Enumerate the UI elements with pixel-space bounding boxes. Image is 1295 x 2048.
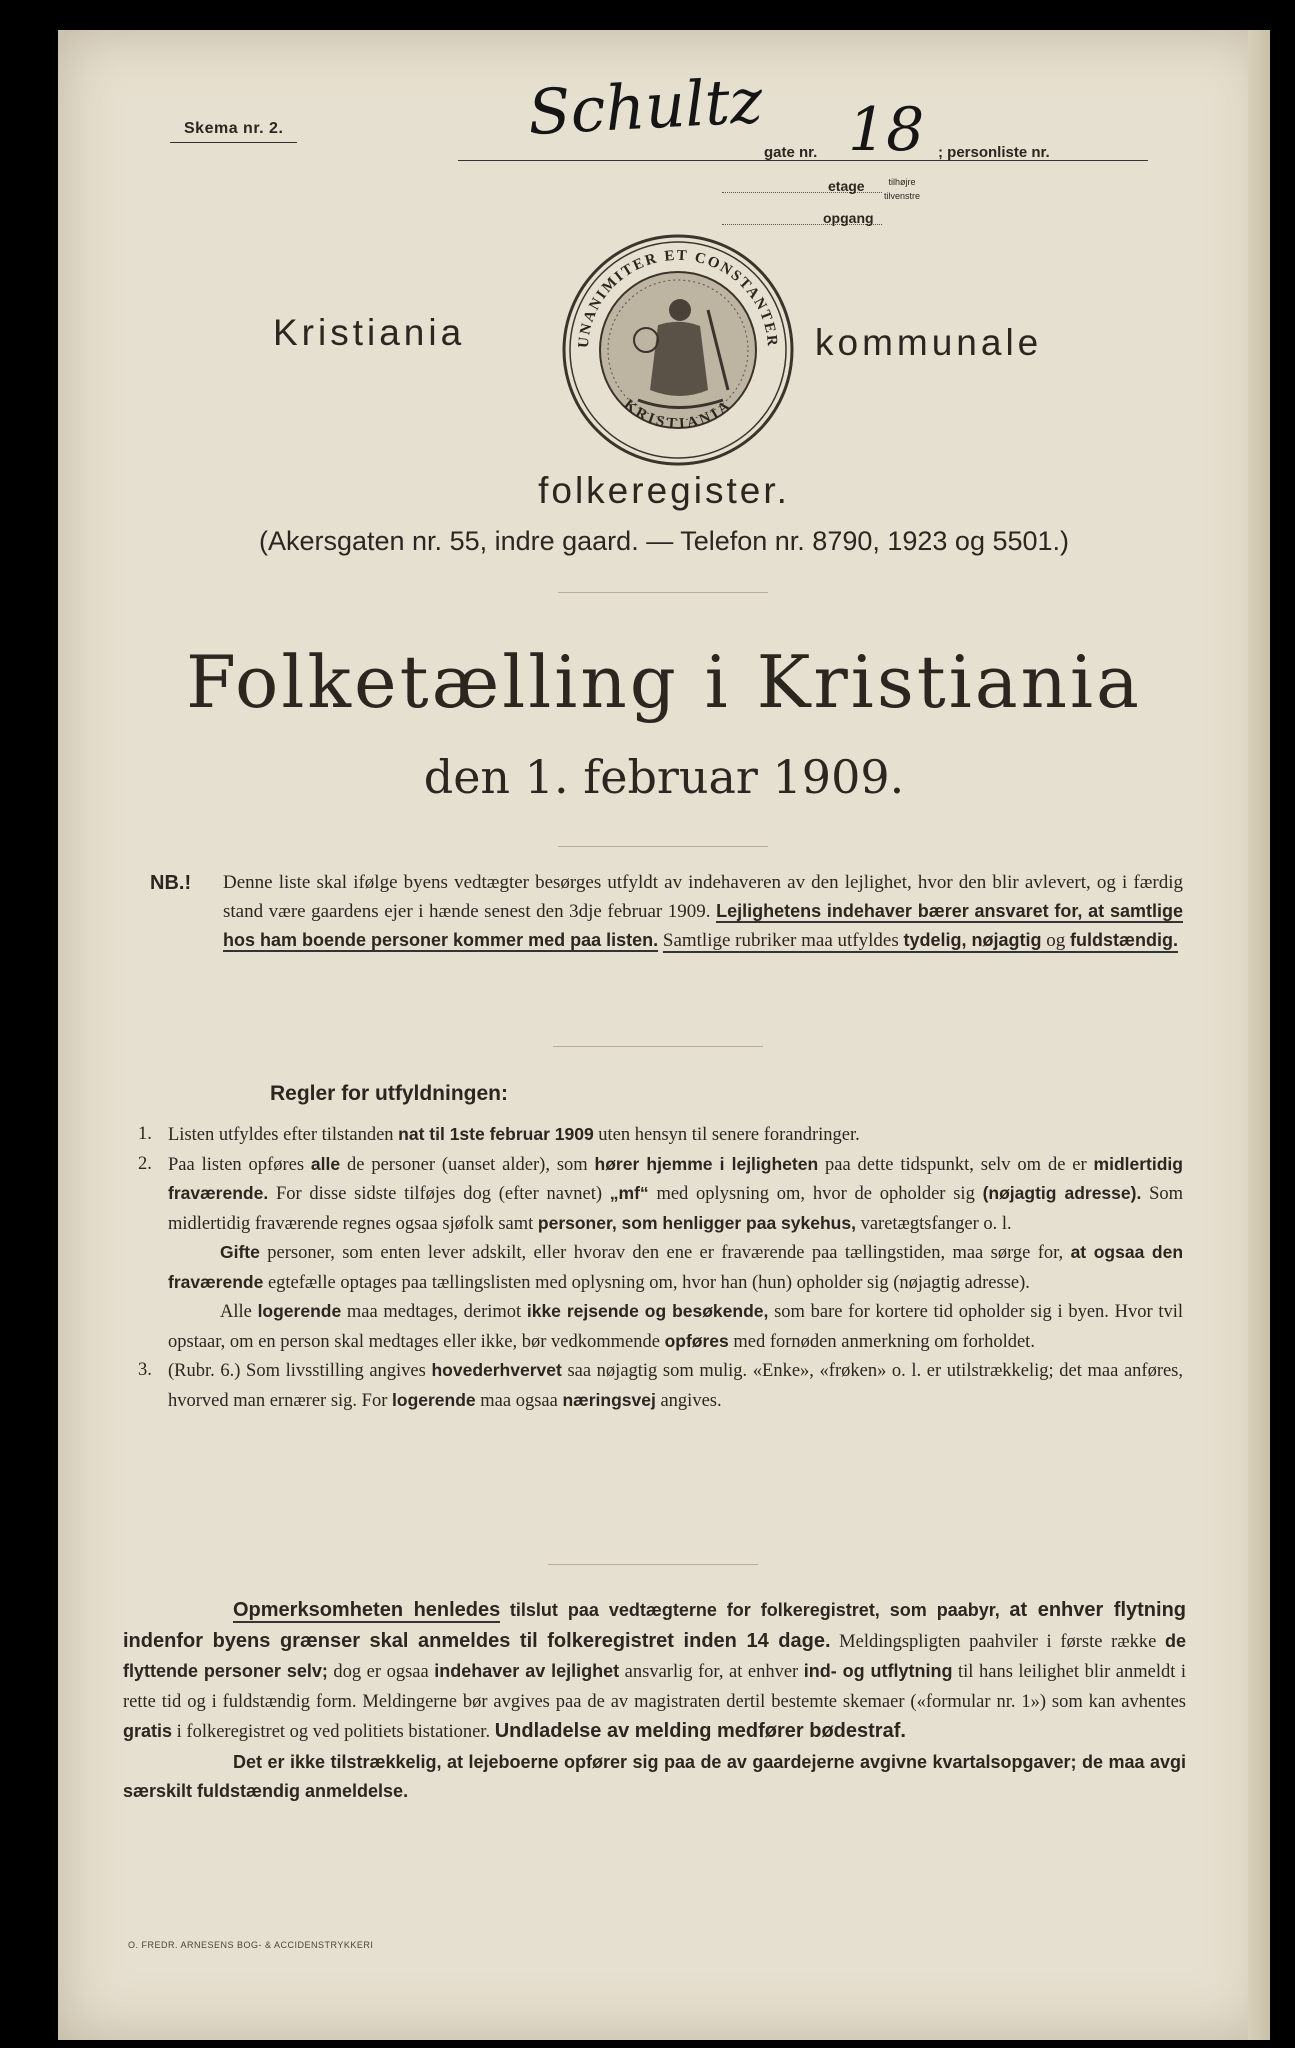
divider [553, 1046, 763, 1047]
notice-closing: Det er ikke tilstrækkelig, at lejeboerne opfører sig paa de av gaardejerne avgivne kvartalsopgaver; de maa avgi særskilt fuldstændig anmeldelse. [123, 1751, 1186, 1801]
lodgers-bold: ikke rejsende og besøkende, [526, 1301, 769, 1321]
etage-option-right: tilhøjre [888, 177, 916, 187]
rule-1-bold: nat til 1ste februar 1909 [398, 1124, 594, 1144]
personliste-label: ; personliste nr. [938, 144, 1050, 161]
rule-3-text: (Rubr. 6.) Som livsstilling angives [168, 1361, 426, 1381]
married-bold: Gifte [220, 1242, 260, 1262]
married-text: egtefælle optages paa tællingslisten med oplysning om, hvor han (hun) opholder sig (nøjagtig adresse). [267, 1272, 1030, 1293]
rule-3-bold: logerende [392, 1389, 476, 1410]
gate-label: gate nr. [764, 144, 818, 161]
divider [548, 1564, 758, 1565]
gate-number-handwritten: 18 [848, 95, 925, 165]
street-name-handwritten: Schultz [526, 63, 765, 150]
lodgers-text: Alle [220, 1302, 252, 1322]
etage-option-left: tilvenstre [884, 191, 921, 201]
rule-3-text: angives. [660, 1390, 722, 1411]
rule-2 [138, 1150, 1183, 1239]
lodgers-bold: logerende [257, 1301, 342, 1321]
rule-1 [138, 1120, 1183, 1150]
rule-3-bold: næringsvej [562, 1389, 656, 1410]
notice-heading: Opmerksomheten henledes [233, 1599, 501, 1621]
rule-1-text-c: uten hensyn til senere forandringer. [598, 1125, 860, 1145]
rule-2-text: med oplysning om, hvor de opholder sig [656, 1184, 975, 1204]
nb-text-bold: Lejlighetens indehaver bærer ansvaret for, at samtlige hos ham boende personer kommer med paa listen. [223, 901, 1184, 950]
rules-title: Regler for utfyldningen: [270, 1082, 508, 1105]
lodgers-bold: opføres [664, 1330, 729, 1351]
nb-text-2-bold-b: fuldstændig. [1069, 930, 1178, 950]
notice-text: dog er ogsaa [333, 1662, 429, 1682]
printer-imprint: O. FREDR. ARNESENS BOG- & ACCIDENSTRYKKERI [128, 1940, 374, 1950]
divider [558, 846, 768, 847]
notice-text: til hans leilighet blir anmeldt i rette tid og i fuldstændig form. Meldingerne bør avgives paa de av magistraten dertil bestemte skemaer («formular nr. 1») som kan avhentes [123, 1662, 1187, 1712]
rule-2-paragraph-lodgers [138, 1297, 1183, 1356]
form-number: Skema nr. 2. [170, 120, 297, 143]
rule-2-text: Paa listen opføres [168, 1154, 305, 1175]
rule-2-bold: alle [310, 1153, 341, 1174]
nb-paragraph [223, 868, 1183, 955]
rule-2-text: For disse sidste tilføjes dog (efter navnet) [275, 1184, 603, 1204]
rule-3-bold: hovederhvervet [431, 1360, 562, 1380]
notice-text: ansvarlig for, at enhver [624, 1662, 799, 1682]
notice-penalty: Undladelse av melding medfører bødestraf. [494, 1720, 906, 1742]
rule-1-text-a: Listen utfyldes efter tilstanden [168, 1125, 394, 1145]
etage-label: etage [828, 178, 865, 194]
lodgers-text: som bare for kortere tid opholder sig i byen. Hvor tvil opstaar, om en person skal medtages eller ikke, bør vedkommende [168, 1302, 1184, 1352]
rule-number: 3. [138, 1360, 152, 1380]
notice-bold: de flyttende personer selv; [123, 1630, 1186, 1681]
seal-motto: UNANIMITER ET CONSTANTER [575, 247, 781, 349]
rule-2-text: Som midlertidig fraværende regnes ogsaa sjøfolk samt [168, 1184, 1184, 1234]
rule-2-text: de personer (uanset alder), som [346, 1154, 588, 1175]
rule-2-bold: hører hjemme i lejligheten [594, 1153, 819, 1174]
rules-list [138, 1120, 1183, 1415]
nb-text-2: Samtlige rubriker maa utfyldes [662, 930, 899, 951]
rule-3 [138, 1356, 1183, 1415]
paper-edge [1248, 30, 1270, 2040]
notice-text: i folkeregistret og ved politiets bistationer. [176, 1722, 491, 1742]
seal-city: KRISTIANIA [620, 396, 736, 433]
nb-text-1: Denne liste skal ifølge byens vedtægter besørges utfyldt av indehaveren av den lejlighet, hvor den blir avlevert, og i færdig stand være gaardens ejer i hænde senest den 3dje februar 1909. [223, 872, 1183, 922]
notice-text: tilslut paa vedtægterne for folkeregistret, som paabyr, [509, 1600, 1000, 1620]
notice-text: Meldingspligten paahviler i første række [839, 1631, 1157, 1652]
registry-name: folkeregister. [538, 470, 790, 511]
rule-number: 1. [138, 1124, 152, 1144]
married-text: personer, som enten lever adskilt, eller hvorav den ene er fraværende paa tællingstiden, maa sørge for, [267, 1243, 1064, 1263]
rule-2-bold: „mf“ [609, 1183, 649, 1203]
married-bold: at ogsaa den fraværende [168, 1242, 1184, 1292]
divider [558, 592, 768, 593]
notice-bold: indehaver av lejlighet [434, 1661, 620, 1681]
moving-notice [123, 1596, 1186, 1807]
rule-2-bold: (nøjagtig adresse). [982, 1183, 1142, 1203]
rule-2-bold: personer, som henligger paa sykehus, [537, 1212, 856, 1233]
notice-bold: at enhver flytning indenfor byens grænser skal anmeldes til folkeregistret inden 14 dage. [123, 1599, 1187, 1652]
etage-options [884, 175, 920, 203]
rule-2-bold: midlertidig fraværende. [168, 1153, 1183, 1203]
rule-number: 2. [138, 1153, 152, 1174]
municipality-right: kommunale [815, 322, 1043, 363]
rule-2-paragraph-married [138, 1238, 1183, 1297]
lodgers-text: med fornøden anmerkning om forholdet. [733, 1331, 1035, 1352]
rule-3-text: saa nøjagtig som mulig. «Enke», «frøken» o. l. er utilstrækkelig; det maa anføres, hvorved man ernærer sig. For [168, 1361, 1184, 1411]
rule-2-text: paa dette tidspunkt, selv om de er [825, 1154, 1087, 1175]
page-title: Folketælling i Kristiania [186, 640, 1142, 724]
lodgers-text: maa medtages, derimot [346, 1302, 522, 1322]
nb-text-2-bold-a: tydelig, nøjagtig [903, 930, 1042, 950]
census-date: den 1. februar 1909. [423, 750, 905, 804]
registry-address: (Akersgaten nr. 55, indre gaard. — Telefon nr. 8790, 1923 og 5501.) [258, 526, 1070, 556]
city-seal [558, 230, 798, 470]
opgang-label: opgang [823, 210, 874, 226]
notice-bold: ind- og utflytning [803, 1661, 953, 1681]
census-form-page [58, 30, 1270, 2040]
nb-label: NB.! [150, 872, 192, 894]
rule-3-text: maa ogsaa [480, 1390, 558, 1411]
rule-2-text: varetægtsfanger o. l. [860, 1213, 1012, 1234]
municipality-left: Kristiania [273, 312, 466, 353]
nb-text-2-og: og [1046, 930, 1066, 951]
notice-bold: gratis [123, 1721, 173, 1741]
